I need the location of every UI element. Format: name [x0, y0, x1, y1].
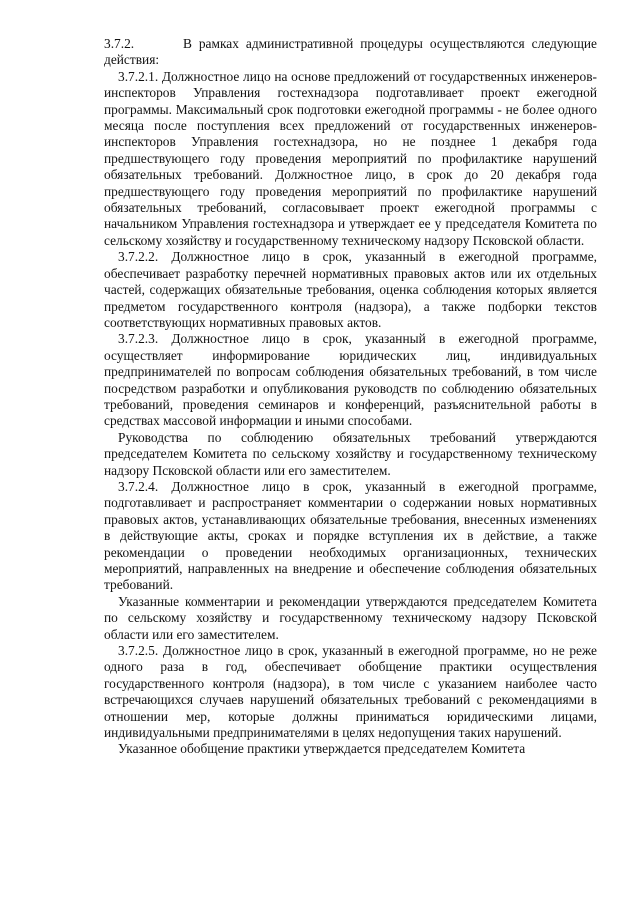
paragraph-3-7-2-4: 3.7.2.4. Должностное лицо в срок, указанный в ежегодной программе, подготавливает и распространяет комментарии о содержании новых нормативных правовых актов, устанавливающих обязательные требования, внесенных изменениях в действующие акты, сроках и порядке вступления их в действие, а также рекомендации о проведении необходимых организационных, технических мероприятий, направленных на внедрение и обеспечение соблюдения обязательных требований. — [104, 478, 597, 593]
paragraph-3-7-2-3: 3.7.2.3. Должностное лицо в срок, указанный в ежегодной программе, осуществляет информирование юридических лиц, индивидуальных предпринимателей по вопросам соблюдения обязательных требований, в том числе посредством разработки и опубликования руководств по соблюдению обязательных требований, проведения семинаров и конференций, разъяснительной работы в средствах массовой информации и иными способами. — [104, 331, 597, 429]
paragraph-guidelines-approval: Руководства по соблюдению обязательных требований утверждаются председателем Комитета по сельскому хозяйству и государственному техническому надзору Псковской области или его заместителем. — [104, 429, 597, 478]
paragraph-comments-approval: Указанные комментарии и рекомендации утверждаются председателем Комитета по сельскому хозяйству и государственному техническому надзору Псковской области или его заместителем. — [104, 593, 597, 642]
paragraph-practice-approval: Указанное обобщение практики утверждается председателем Комитета — [118, 741, 526, 757]
paragraph-3-7-2-5: 3.7.2.5. Должностное лицо в срок, указанный в ежегодной программе, но не реже одного раза в год, обеспечивает обобщение практики осуществления государственного контроля (надзора), в том числе с указанием наиболее часто встречающихся случаев нарушений обязательных требований с рекомендациями в отношении мер, которые должны приниматься юридическими лицами, индивидуальными предпринимателями в целях недопущения таких нарушений. — [104, 643, 597, 741]
document-page — [104, 36, 597, 758]
paragraph-3-7-2-1: 3.7.2.1. Должностное лицо на основе предложений от государственных инженеров-инспекторов Управления гостехнадзора подготавливает проект ежегодной программы. Максимальный срок подготовки ежегодной программы - не более одного месяца после поступления всех предложений от государственных инженеров-инспекторов Управления гостехнадзора, но не позднее 1 декабря года предшествующего году проведения мероприятий по профилактике нарушений обязательных требований. Должностное лицо, в срок до 20 декабря года предшествующего году проведения мероприятий по профилактике нарушений обязательных требований, согласовывает проект ежегодной программы с начальником Управления гостехнадзора и утверждает ее у председателя Комитета по сельскому хозяйству и государственному техническому надзору Псковской области. — [104, 68, 597, 248]
paragraph-3-7-2-2: 3.7.2.2. Должностное лицо в срок, указанный в ежегодной программе, обеспечивает разработку перечней нормативных правовых актов или их отдельных частей, содержащих обязательные требования, оценка соблюдения которых является предметом государственного контроля (надзора), а также подборки текстов соответствующих нормативных правовых актов. — [104, 249, 597, 330]
paragraph-3-7-2: 3.7.2. В рамках административной процедуры осуществляются следующие действия: — [104, 36, 597, 68]
